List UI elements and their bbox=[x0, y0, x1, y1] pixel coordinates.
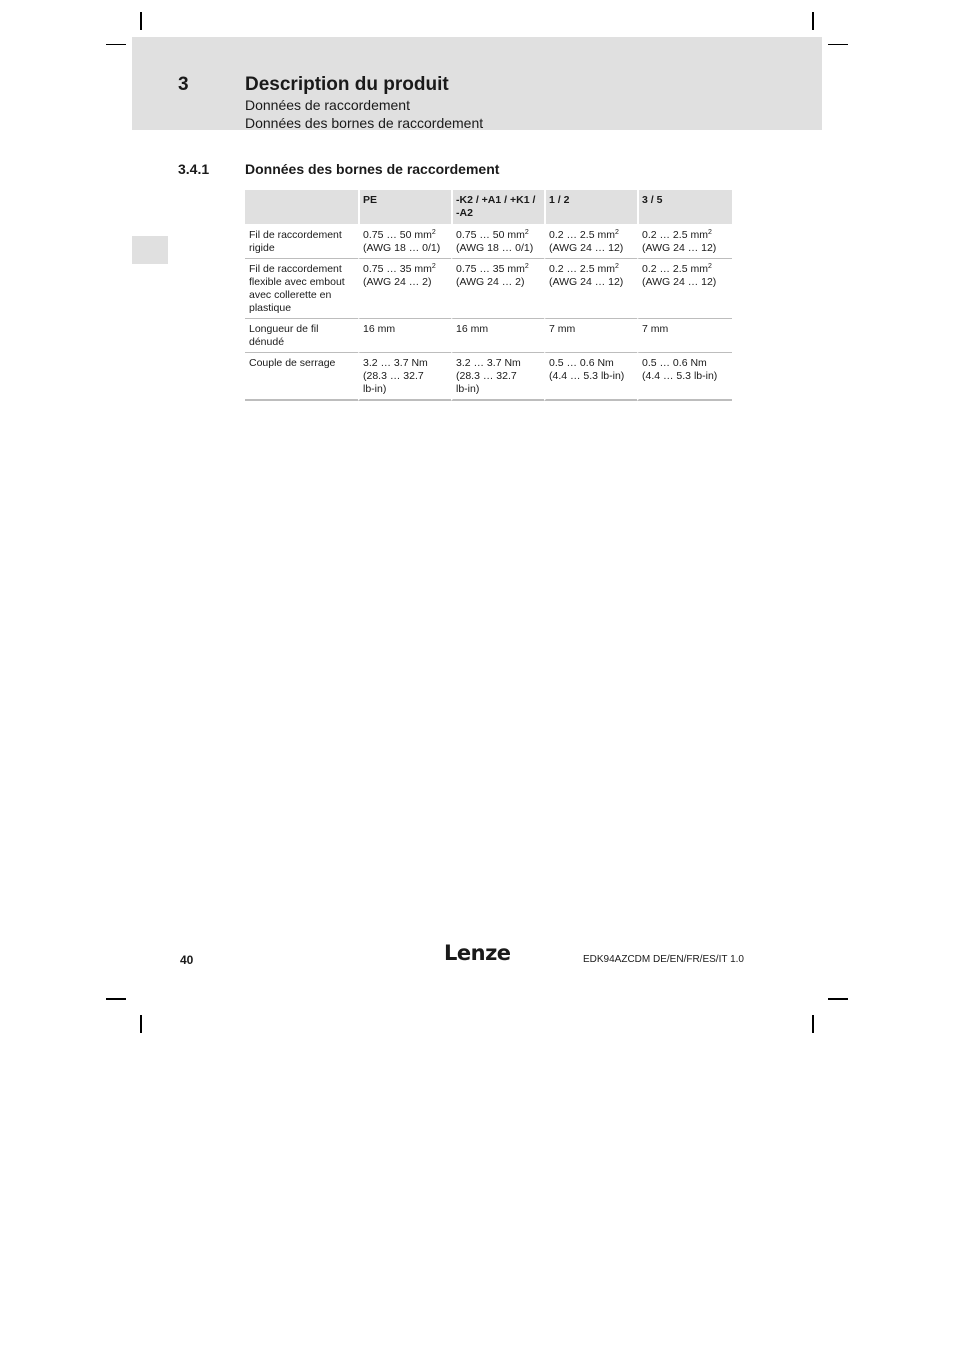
document-code: EDK94AZCDM DE/EN/FR/ES/IT 1.0 bbox=[583, 954, 744, 965]
table-cell: 0.2 … 2.5 $mm^2$ (AWG 24 … 12) bbox=[637, 225, 732, 259]
table-cell: 0.2 … 2.5 $mm^2$ (AWG 24 … 12) bbox=[637, 259, 732, 319]
table-cell: 0.75 … 50 $mm^2$ (AWG 18 … 0/1) bbox=[358, 225, 451, 259]
chapter-title: Description du produit bbox=[245, 74, 449, 95]
table-cell: 16 mm bbox=[358, 319, 451, 353]
table-cell: 0.2 … 2.5 $mm^2$ (AWG 24 … 12) bbox=[544, 225, 637, 259]
table-header-cell: -K2 / +A1 / +K1 / -A2 bbox=[451, 190, 544, 225]
table-header-cell: PE bbox=[358, 190, 451, 225]
crop-mark bbox=[140, 1015, 142, 1033]
table-cell: 7 mm bbox=[637, 319, 732, 353]
chapter-subtitle: Données des bornes de raccordement bbox=[245, 115, 484, 131]
table-cell: 7 mm bbox=[544, 319, 637, 353]
crop-mark bbox=[812, 12, 814, 30]
table-header-cell: 3 / 5 bbox=[637, 190, 732, 225]
section-title: Données des bornes de raccordement bbox=[245, 161, 500, 177]
row-label: Longueur de fil dénudé bbox=[245, 319, 358, 353]
table-header-cell: 1 / 2 bbox=[544, 190, 637, 225]
table-row bbox=[245, 353, 732, 401]
side-tab-marker bbox=[132, 236, 168, 264]
crop-mark bbox=[828, 44, 848, 45]
chapter-subtitle: Données de raccordement bbox=[245, 97, 410, 113]
row-label: Fil de raccordement flexible avec embout avec collerette en plastique bbox=[245, 259, 358, 319]
table-cell: 16 mm bbox=[451, 319, 544, 353]
table-cell: 0.5 … 0.6 Nm (4.4 … 5.3 lb-in) bbox=[637, 353, 732, 401]
table-cell: 0.75 … 50 $mm^2$ (AWG 18 … 0/1) bbox=[451, 225, 544, 259]
table-cell: 3.2 … 3.7 Nm (28.3 … 32.7 lb-in) bbox=[358, 353, 451, 401]
terminal-data-table bbox=[245, 190, 732, 401]
table-cell: 0.75 … 35 $mm^2$ (AWG 24 … 2) bbox=[358, 259, 451, 319]
lenze-logo: Lenze bbox=[444, 941, 511, 965]
crop-mark bbox=[106, 998, 126, 1000]
table-header-cell bbox=[245, 190, 358, 225]
section-number: 3.4.1 bbox=[178, 161, 210, 177]
table-header-row bbox=[245, 190, 732, 225]
table-row bbox=[245, 259, 732, 319]
chapter-number: 3 bbox=[178, 74, 189, 95]
crop-mark bbox=[828, 998, 848, 1000]
page-number: 40 bbox=[180, 953, 194, 967]
crop-mark bbox=[812, 1015, 814, 1033]
table-row bbox=[245, 319, 732, 353]
crop-mark bbox=[140, 12, 142, 30]
table-row bbox=[245, 225, 732, 259]
table-cell: 0.5 … 0.6 Nm (4.4 … 5.3 lb-in) bbox=[544, 353, 637, 401]
crop-mark bbox=[106, 44, 126, 45]
row-label: Couple de serrage bbox=[245, 353, 358, 401]
table-cell: 0.75 … 35 $mm^2$ (AWG 24 … 2) bbox=[451, 259, 544, 319]
table-cell: 3.2 … 3.7 Nm (28.3 … 32.7 lb-in) bbox=[451, 353, 544, 401]
table-cell: 0.2 … 2.5 $mm^2$ (AWG 24 … 12) bbox=[544, 259, 637, 319]
row-label: Fil de raccordement rigide bbox=[245, 225, 358, 259]
